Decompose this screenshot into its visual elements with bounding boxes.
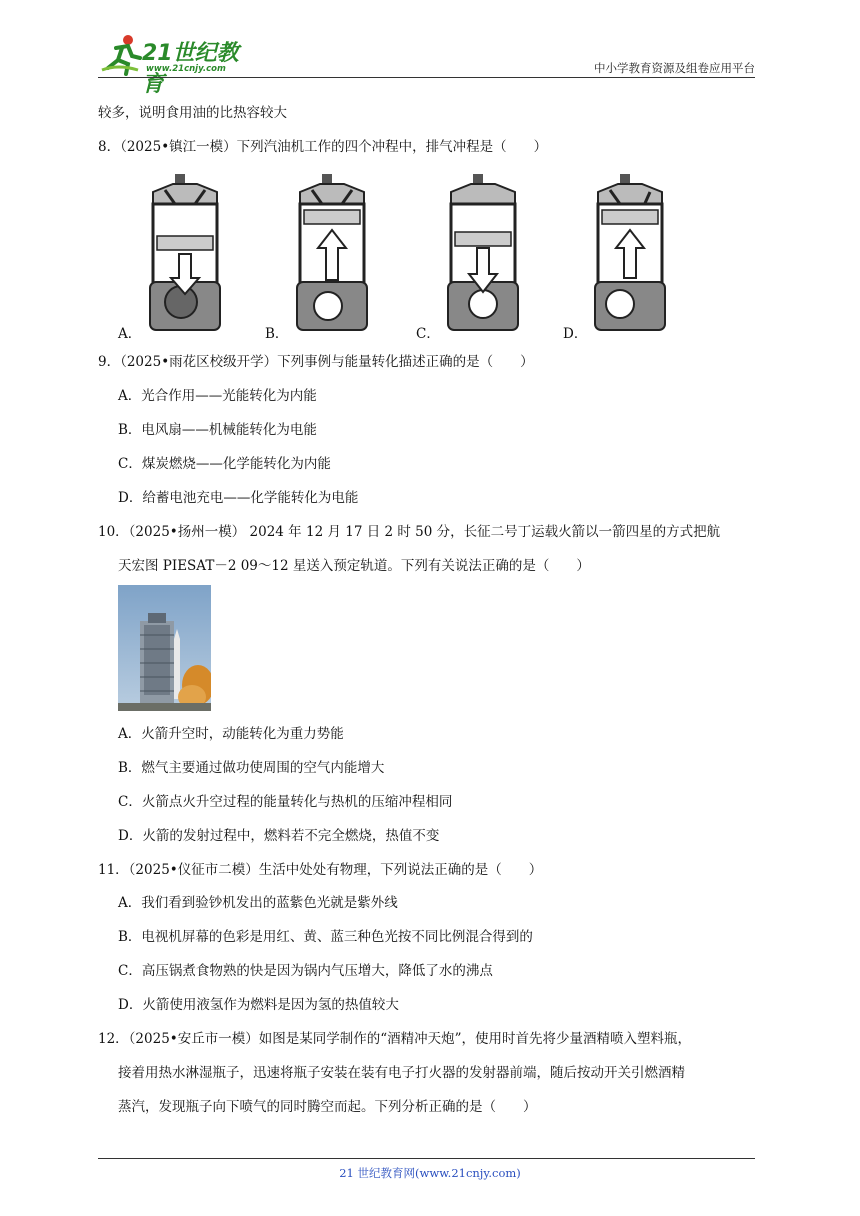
option-b-label: B． xyxy=(265,326,289,342)
question-12-stem-line2: 接着用热水淋湿瓶子，迅速将瓶子安装在装有电子打火器的发射器前端，随后按动开关引燃酒精 xyxy=(118,1065,685,1081)
question-11-stem: 11．（2025•仪征市二模）生活中处处有物理，下列说法正确的是（ ） xyxy=(98,862,543,878)
header-platform-title: 中小学教育资源及组卷应用平台 xyxy=(594,61,755,75)
header-divider xyxy=(98,77,755,78)
question-10-option-d: D．火箭的发射过程中，燃料若不完全燃烧，热值不变 xyxy=(118,828,440,844)
question-10-stem-line2: 天宏图 PIESAT－2 09～12 星送入预定轨道。下列有关说法正确的是（ ） xyxy=(118,558,590,574)
question-9-stem: 9．（2025•雨花区校级开学）下列事例与能量转化描述正确的是（ ） xyxy=(98,354,534,370)
question-12-stem-line1: 12．（2025•安丘市一模）如图是某同学制作的“酒精冲天炮”，使用时首先将少量酒精喷入塑料瓶， xyxy=(98,1031,692,1047)
engine-diagram-d xyxy=(590,170,670,335)
question-10-option-a: A．火箭升空时，动能转化为重力势能 xyxy=(118,726,344,742)
question-11-option-a: A．我们看到验钞机发出的蓝紫色光就是紫外线 xyxy=(118,895,398,911)
question-11-option-b: B．电视机屏幕的色彩是用红、黄、蓝三种色光按不同比例混合得到的 xyxy=(118,929,533,945)
question-9-option-a: A．光合作用——光能转化为内能 xyxy=(118,388,317,404)
question-9-option-c: C．煤炭燃烧——化学能转化为内能 xyxy=(118,456,331,472)
previous-question-tail: 较多，说明食用油的比热容较大 xyxy=(98,105,287,121)
engine-diagram-a xyxy=(145,170,225,335)
logo-text: 21世纪教育 xyxy=(142,41,239,97)
question-9-option-d: D．给蓄电池充电——化学能转化为电能 xyxy=(118,490,359,506)
option-a-label: A． xyxy=(118,326,142,342)
engine-diagram-b xyxy=(292,170,372,335)
rocket-launch-photo xyxy=(118,585,211,711)
question-9-option-b: B．电风扇——机械能转化为电能 xyxy=(118,422,317,438)
logo-url: www.21cnjy.com xyxy=(146,64,226,74)
question-10-stem-line1: 10．（2025•扬州一模） 2024 年 12 月 17 日 2 时 50 分，长征二号丁运载火箭以一箭四星的方式把航 xyxy=(98,524,721,540)
site-logo[interactable] xyxy=(98,34,258,97)
engine-diagram-c xyxy=(443,170,523,335)
question-10-option-b: B．燃气主要通过做功使周围的空气内能增大 xyxy=(118,760,385,776)
question-12-stem-line3: 蒸汽，发现瓶子向下喷气的同时腾空而起。下列分析正确的是（ ） xyxy=(118,1099,537,1115)
option-d-label: D． xyxy=(563,326,588,342)
page-header xyxy=(98,30,755,97)
question-11-option-c: C．高压锅煮食物熟的快是因为锅内气压增大，降低了水的沸点 xyxy=(118,963,493,979)
question-11-option-d: D．火箭使用液氢作为燃料是因为氢的热值较大 xyxy=(118,997,399,1013)
runner-logo-icon xyxy=(98,34,144,76)
footer-link[interactable]: 21 世纪教育网(www.21cnjy.com) xyxy=(339,1166,521,1180)
question-8-stem: 8．（2025•镇江一模）下列汽油机工作的四个冲程中，排气冲程是（ ） xyxy=(98,139,548,155)
option-c-label: C． xyxy=(416,326,440,342)
question-10-option-c: C．火箭点火升空过程的能量转化与热机的压缩冲程相同 xyxy=(118,794,453,810)
footer-divider xyxy=(98,1158,755,1159)
